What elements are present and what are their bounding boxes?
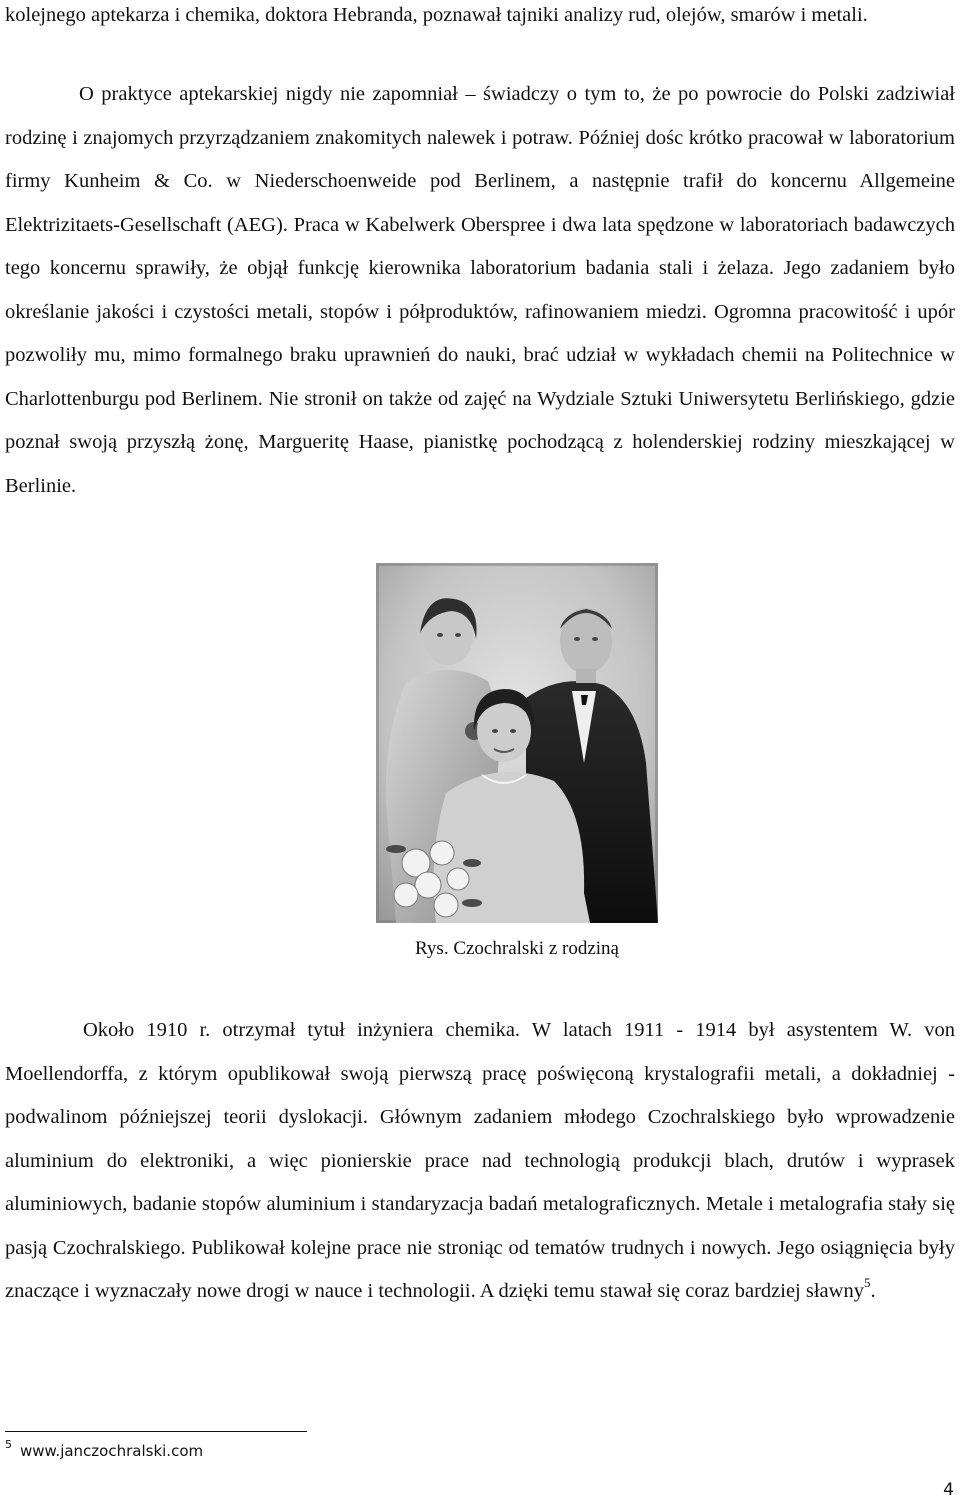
footnote-link[interactable]: www.janczochralski.com [20,1442,204,1460]
paragraph-2-text: O praktyce aptekarskiej nigdy nie zapomniał – świadczy o tym to, że po powrocie do Polski zadziwiał rodzinę i znajomych przyrządzaniem znakomitych nalewek i potraw. Później dośc krótko pracował w laboratorium firmy Kunheim & Co. w Niederschoenweide pod Berlinem, a następnie trafił do koncernu Allgemeine Elektrizitaets-Gesellschaft (AEG). Praca w Kabelwerk Oberspree i dwa lata spędzone w laboratoriach badawczych tego koncernu sprawiły, że objął funkcję kierownika laboratorium badania stali i żelaza. Jego zadaniem było określanie jakości i czystości metali, stopów i półproduktów, rafinowaniem miedzi. Ogromna pracowitość i upór pozwoliły mu, mimo formalnego braku uprawnień do nauki, brać udział w wykładach chemii na Politechnice w Charlottenburgu pod Berlinem. Nie stronił on także od zajęć na Wydziale Sztuki Uniwersytetu Berlińskiego, gdzie poznał swoją przyszłą żonę, Margueritę Haase, pianistkę pochodzącą z holenderskiej rodziny mieszkającej w Berlinie. [5,83,955,497]
paragraph-1-text: kolejnego aptekarza i chemika, doktora Hebranda, poznawał tajniki analizy rud, olejów, smarów i metali. [5,4,868,26]
paragraph-3 [5,1009,955,1314]
paragraph-2 [5,73,955,508]
paragraph-1 [5,0,955,38]
footnote-separator [5,1431,307,1432]
family-photo-image [376,563,658,923]
paragraph-3-text: Około 1910 r. otrzymał tytuł inżyniera chemika. W latach 1911 - 1914 był asystentem W. von Moellendorffa, z którym opublikował swoją pierwszą pracę poświęconą krystalografii metali, a dokładniej - podwalinom późniejszej teorii dyslokacji. Głównym zadaniem młodego Czochralskiego było wprowadzenie aluminium do elektroniki, a więc pionierskie prace nad technologią produkcji blach, drutów i wyprasek aluminiowych, badanie stopów aluminium i standaryzacja badań metalograficznych. Metale i metalografia stały się pasją Czochralskiego. Publikował kolejne prace nie stroniąc od tematów trudnych i nowych. Jego osiągnięcia były znaczące i wyznaczały nowe drogi w nauce i technologii. A dzięki temu stawał się coraz bardziej sławny [5,1019,955,1302]
page-number: 4 [943,1480,954,1500]
family-photo [376,563,658,923]
footnote-reference[interactable]: 5 [863,1275,871,1291]
paragraph-3-end: . [870,1280,876,1302]
figure-caption: Rys. Czochralski z rodziną [415,938,619,959]
footnote [5,1436,203,1468]
footnote-number: 5 [5,1438,12,1451]
